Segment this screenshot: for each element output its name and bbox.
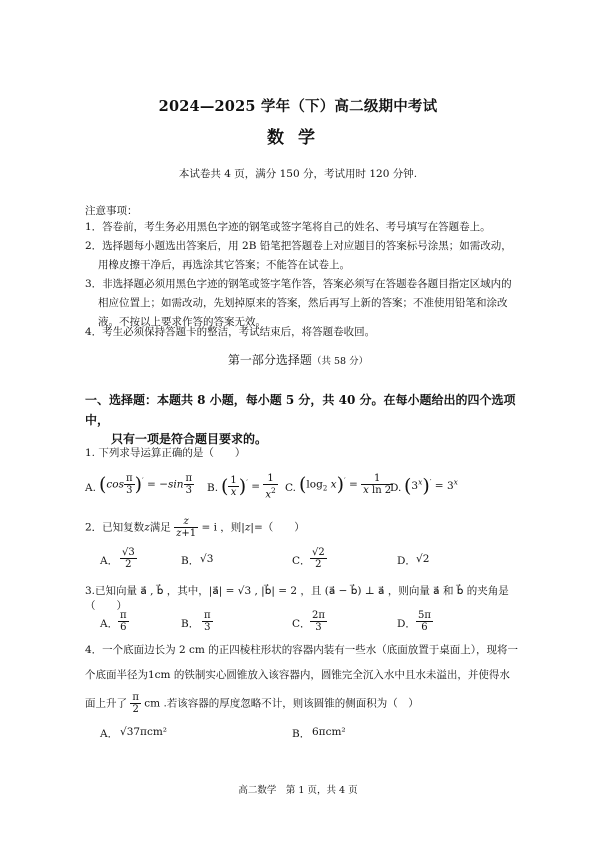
part-title: 第一部分选择题	[227, 353, 312, 367]
exam-info: 本试卷共 4 页，满分 150 分，考试用时 120 分钟.	[178, 168, 418, 180]
note-line: 相应位置上；如需改动，先划掉原来的答案，然后再写上新的答案；不准使用铅笔和涂改	[98, 297, 508, 309]
q2-option-b-label: B．	[181, 555, 200, 567]
question-2-stem: 2．已知复数z满足 $\frac{z}{z+1}$ = i ，则|z|=（ ）	[85, 516, 305, 539]
exam-title: 2024—2025 学年（下）高二级期中考试	[158, 98, 438, 115]
note-line: 用橡皮擦干净后，再选涂其它答案；不能答在试卷上。	[98, 259, 350, 271]
q2-option-c-value: $\frac{√2}{2}$	[312, 547, 325, 570]
q2-option-a-label: A．	[100, 555, 119, 567]
q2-fraction: $\frac{z}{z+1}$	[176, 516, 197, 539]
q1-option-c-formula: ($\log_2$ x)′ = $\frac{1}{\text{x ln 2}}$	[299, 473, 392, 496]
question-3-stem: 3.已知向量 a⃗ , b⃗ ，其中，|a⃗| = √3 , |b⃗| = 2 ，且 (a⃗ − b⃗) ⊥ a⃗ ，则向量 a⃗ 和 b⃗ 的夹角是（ ）	[85, 585, 509, 612]
q2-stem-c: = i ，则	[201, 521, 242, 534]
note-line: 3．非选择题必须用黑色字迹的钢笔或签字笔作答，答案必须写在答题卷各题目指定区域内的	[85, 278, 512, 290]
q3-option-d-value: $\frac{5\pi}{6}$	[418, 610, 431, 633]
q1-option-b-label: B.	[207, 482, 219, 494]
q2-option-c-label: C．	[292, 555, 311, 567]
q3-option-a-label: A．	[100, 618, 119, 630]
part-heading	[0, 351, 596, 368]
q2-stem-b: 满足	[149, 521, 171, 534]
question-3-options	[100, 610, 540, 636]
section-line-2: 只有一项是符合题目要求的。	[111, 432, 268, 446]
subject-title: 数学	[267, 128, 329, 148]
question-2-options	[100, 547, 540, 573]
q1-option-a-formula: (cos $\frac{\pi}{3}$ )′ = −sin $\frac{\pi}{3}$	[99, 473, 193, 496]
q3-option-c-value: $\frac{2\pi}{3}$	[312, 610, 325, 633]
question-4-line: 4．一个底面边长为 2 cm 的正四棱柱形状的容器内装有一些水（底面放置于桌面上），现将一	[85, 644, 518, 656]
question-4-line	[85, 692, 525, 715]
q2-stem-a: 2．已知复数	[85, 521, 145, 534]
notes-heading: 注意事项：	[85, 205, 138, 217]
q3-option-b-label: B．	[181, 618, 200, 630]
question-1-stem: 1. 下列求导运算正确的是（ ）	[85, 447, 246, 459]
q4-option-a-value: √37πcm²	[120, 726, 167, 738]
q2-option-b-value: √3	[200, 553, 214, 565]
note-line: 液。不按以上要求作答的答案无效。	[98, 316, 266, 328]
note-line: 4．考生必须保持答题卡的整洁，考试结束后，将答题卷收回。	[85, 326, 376, 338]
q4-option-b-label: B．	[292, 728, 311, 740]
q1-option-a-label: A.	[85, 482, 96, 494]
q3-option-c-label: C．	[292, 618, 311, 630]
q4-line3-a: 面上升了	[85, 697, 127, 710]
q2-option-a-value: $\frac{√3}{2}$	[122, 547, 135, 570]
note-line: 1．答卷前，考生务必用黑色字迹的钢笔或签字笔将自己的姓名、考号填写在答题卷上。	[85, 221, 491, 233]
question-4-options	[100, 724, 540, 744]
page-footer: 高二数学 第 1 页，共 4 页	[238, 785, 358, 796]
question-4-line: 个底面半径为1cm 的铁制实心圆锥放入该容器内，圆锥完全沉入水中且水未溢出，并使得水	[85, 669, 510, 681]
q2-stem-d: =（ ）	[253, 521, 305, 534]
q1-option-b-formula: ( $\frac{1}{x}$ )′ = $\frac{1}{x^2}$	[221, 473, 276, 501]
q4-line3-b: cm .若该容器的厚度忽略不计，则该圆锥的侧面积为（ ）	[144, 697, 419, 710]
part-score-note: （共 58 分）	[311, 356, 369, 367]
question-1-options	[85, 473, 545, 509]
q4-fraction: $\frac{\pi}{2}$	[132, 692, 139, 715]
note-line: 2．选择题每小题选出答案后，用 2B 铅笔把答题卷上对应题目的答案标号涂黑；如需改动，	[85, 240, 512, 252]
q2-var-z: z	[144, 521, 150, 534]
q4-option-a-label: A．	[100, 728, 119, 740]
q1-option-c-label: C.	[285, 482, 296, 494]
q2-option-d-value: √2	[416, 553, 430, 565]
q1-option-d-label: D.	[390, 482, 402, 494]
q3-option-d-label: D．	[397, 618, 416, 630]
q4-option-b-value: 6πcm²	[312, 726, 346, 738]
section-line-1: 一、选择题：本题共 8 小题，每小题 5 分，共 40 分。在每小题给出的四个选项中，	[85, 393, 516, 427]
q1-option-d-formula: $(3^x)' = 3^x$	[404, 475, 458, 497]
q2-option-d-label: D．	[397, 555, 416, 567]
q3-option-a-value: $\frac{\pi}{6}$	[120, 610, 127, 633]
q3-option-b-value: $\frac{\pi}{3}$	[204, 610, 211, 633]
section-heading	[85, 391, 520, 450]
